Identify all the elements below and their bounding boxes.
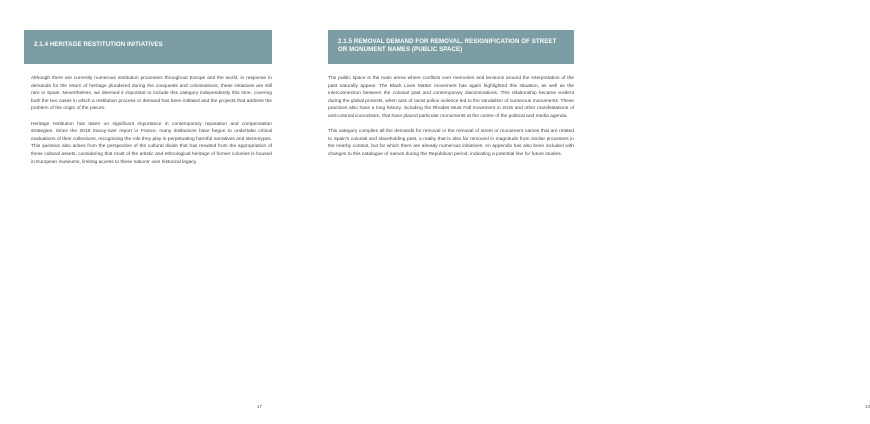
section-header-band — [24, 30, 272, 64]
body-text — [328, 75, 574, 166]
section-heading: 2.1.4 HERITAGE RESTITUTION INITIATIVES — [34, 41, 163, 48]
paragraph: The public space is the main arena where conflicts over memories and tensions around the interpretation of the past naturally appear. The Black Lives Matter movement has again highlighted this situation, as well as the interconnection between the colonial past and contemporary discriminations. This relationship became evident during the global protests, when acts of racist police violence led to the vandalism of numerous monuments. These practices also have a long history, including the Rhodes Must Fall movement in 2015 and other manifestations of anti-colonial iconoclasm, that have placed particular monuments at the centre of the political and media agenda. — [328, 76, 574, 119]
page-number: 17 — [257, 404, 263, 409]
paragraph: Although there are currently numerous restitution processes throughout Europe and the world, in response to demands for the return of heritage plundered during the conquests and colonisations, these initiatives are still rare in Spain. Nevertheless, we deemed it important to include this category independently this time, covering both the two cases in which a restitution process or demand has been initiated and the projects that address the problem of the origin of the pieces. — [31, 76, 272, 112]
paragraph: Heritage restitution has taken on significant importance in contemporary reparation and compensation strategies. Since the 2018 Savoy-Sarr report in France, many institutions have begun to undertake critical evaluations of their collections, recognising the role they play in perpetuating harmful narratives and stereotypes. This question also arises from the perspective of the cultural divide that has resulted from the appropriation of these cultural assets, considering that most of the artistic and ethnological heritage of former colonies is housed in European museums, limiting access to these nations' own historical legacy. — [31, 121, 272, 165]
body-text — [31, 75, 272, 174]
page-number: 13 — [865, 404, 870, 409]
section-heading: 2.1.5 REMOVAL DEMAND FOR REMOVAL, RESIGNIFICATION OF STREET OR MONUMENT NAMES (PUBLIC SPACE) — [338, 38, 557, 53]
right-page — [300, 0, 870, 424]
left-page — [0, 0, 300, 424]
paragraph: This category compiles all the demands for removal or the removal of street or monument names that are related to Spain's colonial and slaveholding past, a reality that is also far removed in magnitude from similar processes in the nearby context, but for which there are already numerous initiatives. An appendix has also been included with changes to this catalogue of names during the Republican period, indicating a potential line for future studies. — [328, 129, 574, 157]
section-header-band — [328, 30, 574, 64]
